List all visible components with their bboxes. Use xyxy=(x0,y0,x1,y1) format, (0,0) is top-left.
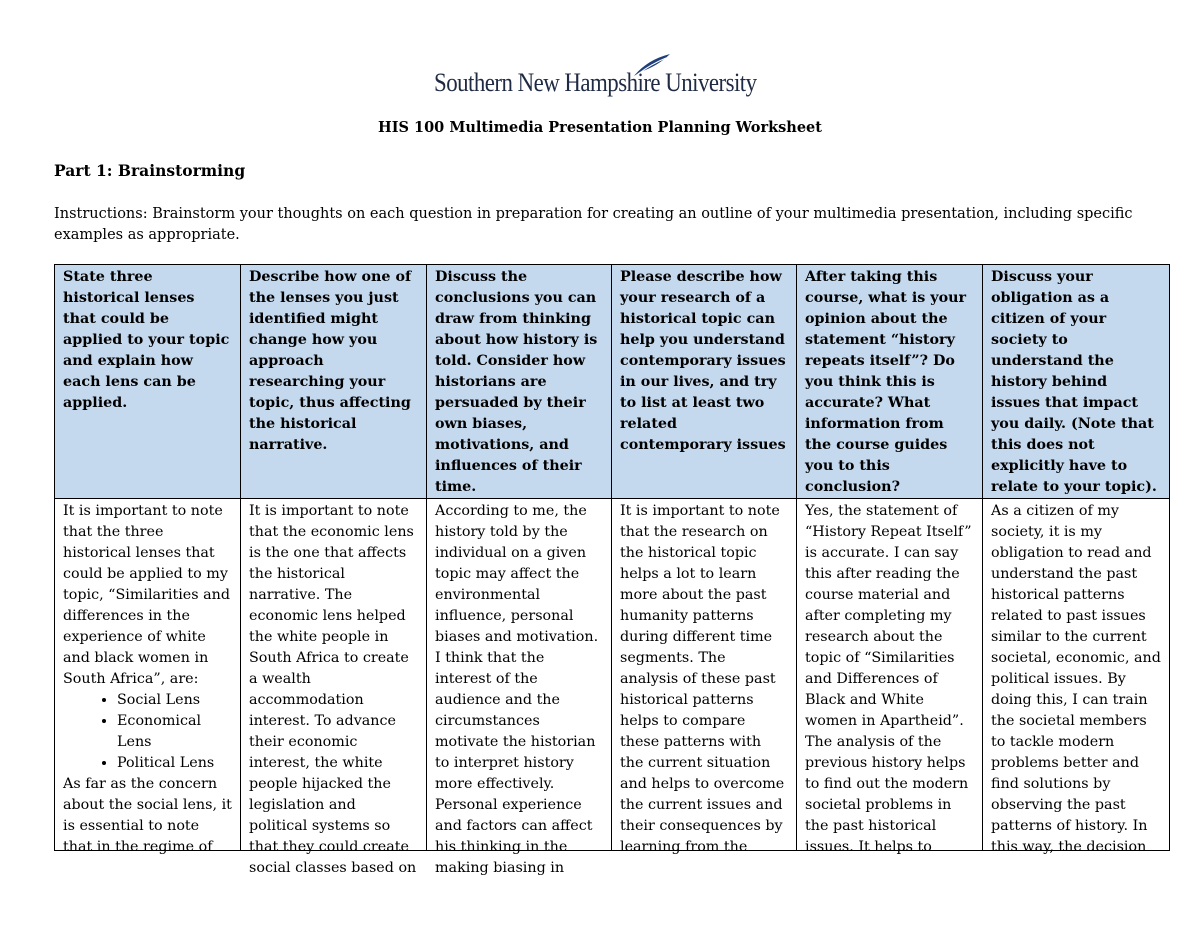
answer-historical-lenses[interactable] xyxy=(55,499,241,855)
lenses-outro-text: As far as the concern about the social lens, it is essential to note that in the regime of xyxy=(63,776,232,855)
table-header-row xyxy=(55,265,1170,499)
header-conclusions: Discuss the conclusions you can draw from thinking about how history is told. Consider how historians are persuaded by their own biases, motivations, and influences of their time. xyxy=(427,265,612,499)
cell-text: It is important to note that the economic lens is the one that affects the historical narrative. The economic lens helped the white people in South Africa to create a wealth accommodation interest. To advance their economic interest, the white people hijacked the legislation and political systems so that they could create social classes based on xyxy=(249,503,417,876)
cell-text: Yes, the statement of “History Repeat Itself” is accurate. I can say this after reading the course material and after completing my research about the topic of “Similarities and Differences of Black and White women in Apartheid”. The analysis of the previous history helps to find out the modern societal problems in the past historical issues. It helps to xyxy=(805,503,972,855)
answer-conclusions[interactable] xyxy=(427,499,612,876)
cell-text: According to me, the history told by the individual on a given topic may affect the environmental influence, personal biases and motivation. I think that the interest of the audience and the circumstances motivate the historian to interpret history more effectively. Personal experience and factors can affect his thinking in the making biasing in xyxy=(435,503,599,876)
instructions-text: Instructions: Brainstorm your thoughts on each question in preparation for creating an outline of your multimedia presentation, including specific examples as appropriate. xyxy=(54,206,1133,243)
header-citizen-obligation: Discuss your obligation as a citizen of your society to understand the history behind issues that impact you daily. (Note that this does not explicitly have to relate to your topic). xyxy=(983,265,1170,499)
answer-lens-impact[interactable] xyxy=(241,499,427,876)
cell-text: As a citizen of my society, it is my obligation to read and understand the past historical patterns related to past issues similar to the current societal, economic, and political issues. By doing this, I can train the societal members to tackle modern problems better and find solutions by observing the past patterns of history. In this way, the decision xyxy=(991,503,1161,855)
answer-history-repeats[interactable] xyxy=(797,499,983,855)
list-item: • Political Lens xyxy=(117,753,232,774)
document-title: HIS 100 Multimedia Presentation Planning Worksheet xyxy=(378,119,822,136)
table-row xyxy=(55,499,1170,851)
header-contemporary-issues: Please describe how your research of a historical topic can help you understand contemporary issues in our lives, and try to list at least two related contemporary issues xyxy=(612,265,797,499)
answer-contemporary-issues[interactable] xyxy=(612,499,797,855)
university-logo-text: Southern New Hampshire University xyxy=(434,68,757,97)
header-history-repeats: After taking this course, what is your opinion about the statement “history repeats itself”? Do you think this is accurate? What information from the course guides you to this conclusion? xyxy=(797,265,983,499)
planning-worksheet-table xyxy=(54,264,1170,876)
part-heading: Part 1: Brainstorming xyxy=(54,161,246,180)
lenses-intro-text: It is important to note that the three historical lenses that could be applied to my topic, “Similarities and differences in the experience of white and black women in South Africa”, are: xyxy=(63,503,231,687)
cell-text: It is important to note that the research on the historical topic helps a lot to learn more about the past humanity patterns during different time segments. The analysis of these past historical patterns helps to compare these patterns with the current situation and helps to overcome the current issues and their consequences by learning from the xyxy=(620,503,785,855)
header-lens-impact: Describe how one of the lenses you just identified might change how you approach researching your topic, thus affecting the historical narrative. xyxy=(241,265,427,499)
list-item: • Social Lens xyxy=(117,690,232,711)
answer-citizen-obligation[interactable] xyxy=(983,499,1170,855)
list-item: • Economical Lens xyxy=(117,711,232,753)
lens-list xyxy=(63,690,232,774)
header-historical-lenses: State three historical lenses that could be applied to your topic and explain how each lens can be applied. xyxy=(55,265,241,499)
